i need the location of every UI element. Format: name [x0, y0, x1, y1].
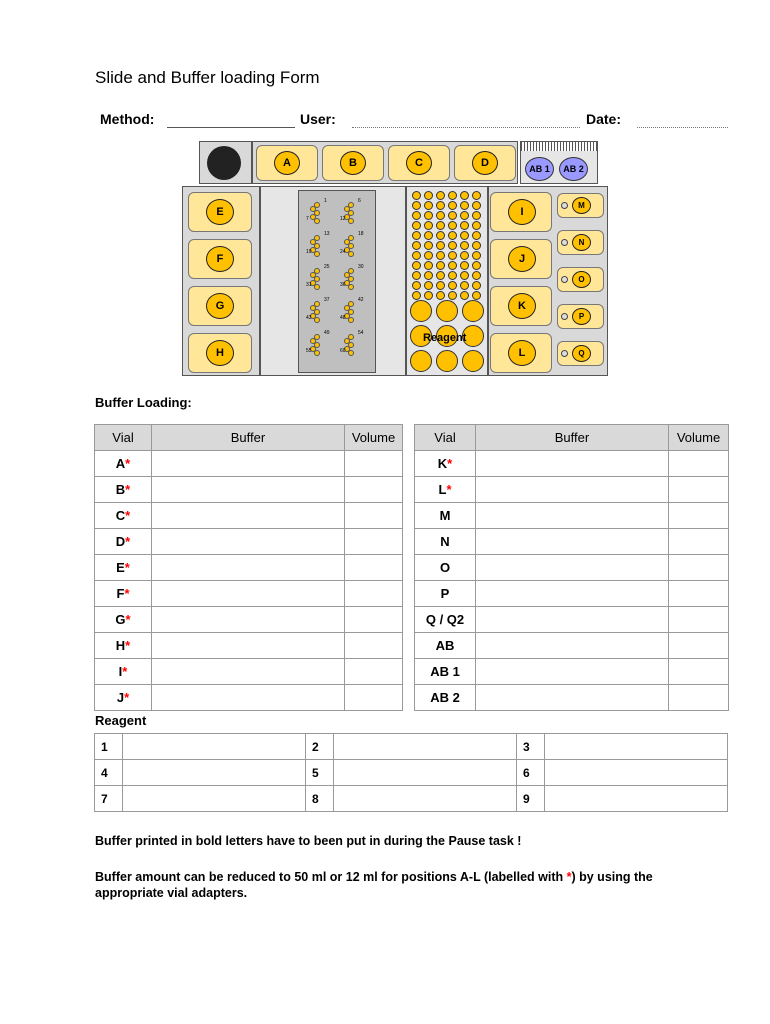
reagent-position-small: [412, 201, 421, 210]
vial-c: C: [406, 151, 432, 175]
vial-name: E: [116, 560, 125, 575]
reagent-position-small: [448, 191, 457, 200]
slide-number: 19: [306, 249, 312, 255]
vial-name: F: [116, 586, 125, 601]
reagent-position-small: [412, 191, 421, 200]
table-row: [95, 503, 403, 529]
slide-position: [340, 297, 368, 323]
slide-number: 30: [358, 264, 364, 270]
buffer-table-right: [414, 424, 729, 711]
table-row: [95, 555, 403, 581]
slide-number: 37: [324, 297, 330, 303]
reagent-position-small: [460, 191, 469, 200]
volume-cell[interactable]: [669, 607, 729, 633]
volume-cell[interactable]: [345, 659, 403, 685]
slide-ring: [314, 218, 320, 224]
buffer-cell[interactable]: [152, 659, 345, 685]
reagent-position-small: [436, 201, 445, 210]
slide-ring: [348, 251, 354, 257]
vial-g: G: [206, 293, 234, 319]
table-row: [415, 451, 729, 477]
slide-number: 60: [340, 348, 346, 354]
table-row: [95, 477, 403, 503]
required-star: *: [125, 482, 131, 497]
buffer-cell[interactable]: [476, 555, 669, 581]
reagent-position-small: [424, 271, 433, 280]
slide-ring: [348, 284, 354, 290]
slide-position: [340, 198, 368, 224]
reagent-position-small: [436, 261, 445, 270]
small-vial-indicator: [561, 202, 568, 209]
reagent-number: 4: [95, 760, 123, 786]
reagent-position-small: [448, 211, 457, 220]
volume-cell[interactable]: [669, 633, 729, 659]
page-title: Slide and Buffer loading Form: [95, 68, 320, 87]
reagent-field[interactable]: [545, 786, 728, 812]
required-star: *: [125, 534, 131, 549]
vial-name: H: [115, 638, 126, 653]
user-label: User:: [300, 111, 336, 127]
vial-cell: [95, 529, 152, 555]
table-row: [415, 685, 729, 711]
reagent-position-small: [448, 201, 457, 210]
small-vial-indicator: [561, 239, 568, 246]
slide-number: 48: [340, 315, 346, 321]
reagent-position-small: [412, 221, 421, 230]
table-row: [95, 581, 403, 607]
vial-name: A: [115, 456, 126, 471]
reagent-position-small: [412, 251, 421, 260]
reagent-position-large: [410, 350, 432, 372]
reagent-position-large: [410, 300, 432, 322]
buffer-cell[interactable]: [476, 581, 669, 607]
vial-f: F: [206, 246, 234, 272]
reagent-position-small: [424, 231, 433, 240]
waste-icon: [207, 146, 241, 180]
slide-number: 6: [358, 198, 361, 204]
reagent-number: 9: [517, 786, 545, 812]
vial-name: AB 2: [430, 690, 460, 705]
reagent-label: Reagent: [423, 332, 467, 344]
reagent-position-small: [436, 271, 445, 280]
reagent-position-small: [436, 191, 445, 200]
volume-cell[interactable]: [345, 529, 403, 555]
reagent-position-large: [436, 300, 458, 322]
date-label: Date:: [586, 111, 622, 127]
vial-name: I: [118, 664, 123, 679]
volume-cell[interactable]: [669, 659, 729, 685]
reagent-position-small: [424, 201, 433, 210]
slide-number: 42: [358, 297, 364, 303]
slide-number: 43: [306, 315, 312, 321]
reagent-table: [94, 733, 728, 812]
vial-name: O: [439, 560, 451, 575]
reagent-position-large: [462, 300, 484, 322]
reagent-number: 8: [306, 786, 334, 812]
vial-name: AB 1: [430, 664, 460, 679]
vial-cell: [415, 659, 476, 685]
reagent-position-small: [412, 211, 421, 220]
reagent-position-small: [436, 231, 445, 240]
small-vial-indicator: [561, 313, 568, 320]
reagent-field[interactable]: [545, 734, 728, 760]
slide-number: 7: [306, 216, 309, 222]
reduce-note-star: *: [566, 870, 572, 884]
table-row: [415, 659, 729, 685]
col-buffer: Buffer: [152, 425, 345, 451]
table-row: [415, 529, 729, 555]
vial-cell: [95, 633, 152, 659]
slide-position: [306, 330, 334, 356]
vial-cell: [415, 633, 476, 659]
vial-name: B: [115, 482, 126, 497]
slide-ring: [348, 218, 354, 224]
volume-cell[interactable]: [345, 581, 403, 607]
reagent-position-small: [448, 261, 457, 270]
reagent-row: [95, 734, 728, 760]
reagent-number: 1: [95, 734, 123, 760]
vial-cell: [415, 503, 476, 529]
reagent-number: 6: [517, 760, 545, 786]
buffer-cell[interactable]: [476, 529, 669, 555]
vial-p: P: [572, 308, 591, 325]
buffer-cell[interactable]: [152, 607, 345, 633]
required-star: *: [124, 586, 130, 601]
volume-cell[interactable]: [345, 451, 403, 477]
volume-cell[interactable]: [669, 451, 729, 477]
reagent-position-small: [436, 281, 445, 290]
reagent-position-small: [460, 221, 469, 230]
table-row: [415, 633, 729, 659]
reagent-position-small: [436, 221, 445, 230]
table-row: [415, 581, 729, 607]
vial-cell: [415, 451, 476, 477]
vial-name: M: [439, 508, 451, 523]
pause-note: Buffer printed in bold letters have to been put in during the Pause task !: [95, 834, 522, 848]
vial-name: AB: [435, 638, 455, 653]
reagent-position-small: [472, 221, 481, 230]
reagent-heading: Reagent: [95, 713, 147, 728]
col-buffer: Buffer: [476, 425, 669, 451]
table-row: [415, 555, 729, 581]
reagent-position-small: [424, 221, 433, 230]
vial-cell: [95, 685, 152, 711]
vial-name: D: [115, 534, 126, 549]
buffer-cell[interactable]: [152, 685, 345, 711]
buffer-cell[interactable]: [152, 581, 345, 607]
volume-cell[interactable]: [345, 607, 403, 633]
col-volume: Volume: [669, 425, 729, 451]
user-field[interactable]: [352, 127, 580, 128]
slide-number: 18: [358, 231, 364, 237]
vial-cell: [95, 581, 152, 607]
vial-cell: [95, 503, 152, 529]
slide-number: 25: [324, 264, 330, 270]
vial-o: O: [572, 271, 591, 288]
vial-m: M: [572, 197, 591, 214]
slide-ring: [348, 350, 354, 356]
reagent-number: 2: [306, 734, 334, 760]
vial-j: J: [508, 246, 536, 272]
table-row: [95, 659, 403, 685]
vial-cell: [415, 555, 476, 581]
volume-cell[interactable]: [669, 503, 729, 529]
reagent-field[interactable]: [334, 760, 517, 786]
slide-position: [340, 264, 368, 290]
volume-cell[interactable]: [669, 581, 729, 607]
required-star: *: [125, 508, 131, 523]
vial-name: Q / Q2: [425, 612, 465, 627]
reagent-position-small: [460, 201, 469, 210]
vial-cell: [415, 477, 476, 503]
slide-number: 55: [306, 348, 312, 354]
vial-k: K: [508, 293, 536, 319]
table-row: [95, 607, 403, 633]
reagent-field[interactable]: [123, 786, 306, 812]
reagent-number: 7: [95, 786, 123, 812]
slide-position: [340, 231, 368, 257]
volume-cell[interactable]: [345, 555, 403, 581]
vial-cell: [415, 685, 476, 711]
buffer-table-left: [94, 424, 403, 711]
slide-number: 31: [306, 282, 312, 288]
buffer-cell[interactable]: [152, 503, 345, 529]
reagent-position-small: [412, 281, 421, 290]
required-star: *: [122, 664, 128, 679]
reagent-position-small: [412, 241, 421, 250]
vial-name: P: [440, 586, 450, 601]
slide-number: 13: [324, 231, 330, 237]
reagent-position-small: [460, 241, 469, 250]
reagent-position-small: [472, 271, 481, 280]
vial-cell: [415, 607, 476, 633]
reagent-row: [95, 786, 728, 812]
slide-position: [306, 198, 334, 224]
required-star: *: [124, 560, 130, 575]
method-field[interactable]: [167, 127, 295, 128]
slide-ring: [314, 317, 320, 323]
table-row: [415, 477, 729, 503]
buffer-cell[interactable]: [476, 477, 669, 503]
reagent-position-small: [424, 291, 433, 300]
slide-position: [306, 297, 334, 323]
reagent-field[interactable]: [334, 786, 517, 812]
reagent-position-small: [460, 291, 469, 300]
slide-ring: [314, 350, 320, 356]
vial-i: I: [508, 199, 536, 225]
buffer-cell[interactable]: [152, 477, 345, 503]
slide-number: 54: [358, 330, 364, 336]
reagent-number: 5: [306, 760, 334, 786]
reagent-position-small: [412, 231, 421, 240]
slide-number: 24: [340, 249, 346, 255]
reagent-position-small: [424, 241, 433, 250]
reagent-position-small: [448, 251, 457, 260]
reagent-position-small: [472, 261, 481, 270]
col-vial: Vial: [415, 425, 476, 451]
reagent-field[interactable]: [334, 734, 517, 760]
required-star: *: [125, 638, 131, 653]
reagent-position-small: [448, 281, 457, 290]
reagent-position-small: [472, 211, 481, 220]
reagent-position-small: [472, 231, 481, 240]
volume-cell[interactable]: [669, 555, 729, 581]
reagent-position-large: [436, 350, 458, 372]
reagent-position-small: [460, 251, 469, 260]
vial-name: G: [115, 612, 126, 627]
reagent-position-small: [436, 211, 445, 220]
reagent-position-small: [436, 241, 445, 250]
vial-n: N: [572, 234, 591, 251]
method-label: Method:: [100, 111, 155, 127]
vial-cell: [95, 555, 152, 581]
required-star: *: [124, 690, 130, 705]
barcode-strip: [521, 142, 597, 151]
required-star: *: [125, 612, 131, 627]
reagent-position-small: [472, 281, 481, 290]
required-star: *: [447, 456, 453, 471]
waste-panel: [199, 141, 252, 184]
reagent-position-small: [412, 291, 421, 300]
reduce-note-text-end: ) by using the appropriate vial adapters.: [95, 870, 653, 900]
reagent-position-small: [472, 201, 481, 210]
vial-l: L: [508, 340, 536, 366]
vial-name: L: [438, 482, 447, 497]
small-vial-indicator: [561, 350, 568, 357]
vial-cell: [95, 659, 152, 685]
reagent-position-small: [448, 231, 457, 240]
vial-cell: [95, 607, 152, 633]
reagent-position-small: [412, 271, 421, 280]
table-row: [415, 607, 729, 633]
buffer-cell[interactable]: [476, 685, 669, 711]
vial-cell: [95, 451, 152, 477]
buffer-cell[interactable]: [476, 451, 669, 477]
buffer-cell[interactable]: [152, 451, 345, 477]
vial-cell: [95, 477, 152, 503]
buffer-cell[interactable]: [476, 659, 669, 685]
slide-number: 49: [324, 330, 330, 336]
col-vial: Vial: [95, 425, 152, 451]
vial-cell: [415, 529, 476, 555]
reagent-position-small: [424, 281, 433, 290]
reagent-position-small: [448, 291, 457, 300]
buffer-cell[interactable]: [476, 503, 669, 529]
volume-cell[interactable]: [345, 633, 403, 659]
reagent-position-large: [462, 350, 484, 372]
col-volume: Volume: [345, 425, 403, 451]
buffer-cell[interactable]: [476, 607, 669, 633]
buffer-cell[interactable]: [152, 633, 345, 659]
reagent-position-small: [460, 231, 469, 240]
slide-ring: [348, 317, 354, 323]
vial-cell: [415, 581, 476, 607]
vial-name: C: [115, 508, 126, 523]
reduce-note-text: Buffer amount can be reduced to 50 ml or 12 ml for positions A-L (labelled with: [95, 870, 567, 884]
date-field[interactable]: [637, 127, 728, 128]
reagent-position-small: [460, 261, 469, 270]
reagent-position-small: [460, 211, 469, 220]
reagent-position-small: [412, 261, 421, 270]
reagent-position-small: [424, 191, 433, 200]
buffer-cell[interactable]: [476, 633, 669, 659]
reagent-field[interactable]: [123, 760, 306, 786]
small-vial-indicator: [561, 276, 568, 283]
slide-ring: [314, 251, 320, 257]
reagent-position-small: [424, 251, 433, 260]
slide-number: 12: [340, 216, 346, 222]
buffer-cell[interactable]: [152, 555, 345, 581]
table-row: [415, 503, 729, 529]
vial-b: B: [340, 151, 366, 175]
reagent-position-small: [472, 251, 481, 260]
reagent-row: [95, 760, 728, 786]
volume-cell[interactable]: [345, 685, 403, 711]
required-star: *: [125, 456, 131, 471]
reagent-position-small: [436, 251, 445, 260]
table-row: [95, 451, 403, 477]
vial-name: N: [440, 534, 450, 549]
reagent-position-small: [460, 271, 469, 280]
vial-name: K: [437, 456, 448, 471]
table-row: [95, 633, 403, 659]
required-star: *: [446, 482, 452, 497]
reagent-position-small: [448, 241, 457, 250]
volume-cell[interactable]: [669, 477, 729, 503]
vial-d: D: [472, 151, 498, 175]
slide-number: 36: [340, 282, 346, 288]
vial-a: A: [274, 151, 300, 175]
slide-number: 1: [324, 198, 327, 204]
reagent-position-small: [472, 191, 481, 200]
reagent-position-small: [460, 281, 469, 290]
vial-h: H: [206, 340, 234, 366]
vial-e: E: [206, 199, 234, 225]
vial-ab-1: AB 1: [525, 157, 554, 181]
vial-q: Q: [572, 345, 591, 362]
reagent-field[interactable]: [545, 760, 728, 786]
vial-name: J: [116, 690, 125, 705]
volume-cell[interactable]: [669, 529, 729, 555]
volume-cell[interactable]: [669, 685, 729, 711]
slide-position: [306, 231, 334, 257]
reduce-note: [95, 869, 695, 901]
reagent-position-small: [472, 291, 481, 300]
buffer-loading-heading: Buffer Loading:: [95, 395, 192, 410]
vial-ab-2: AB 2: [559, 157, 588, 181]
reagent-position-small: [424, 211, 433, 220]
volume-cell[interactable]: [345, 503, 403, 529]
buffer-cell[interactable]: [152, 529, 345, 555]
slide-ring: [314, 284, 320, 290]
table-row: [95, 685, 403, 711]
reagent-position-small: [472, 241, 481, 250]
reagent-position-small: [436, 291, 445, 300]
reagent-number: 3: [517, 734, 545, 760]
slide-position: [340, 330, 368, 356]
slide-position: [306, 264, 334, 290]
table-row: [95, 529, 403, 555]
reagent-position-small: [448, 271, 457, 280]
reagent-field[interactable]: [123, 734, 306, 760]
reagent-position-small: [424, 261, 433, 270]
reagent-position-small: [448, 221, 457, 230]
volume-cell[interactable]: [345, 477, 403, 503]
